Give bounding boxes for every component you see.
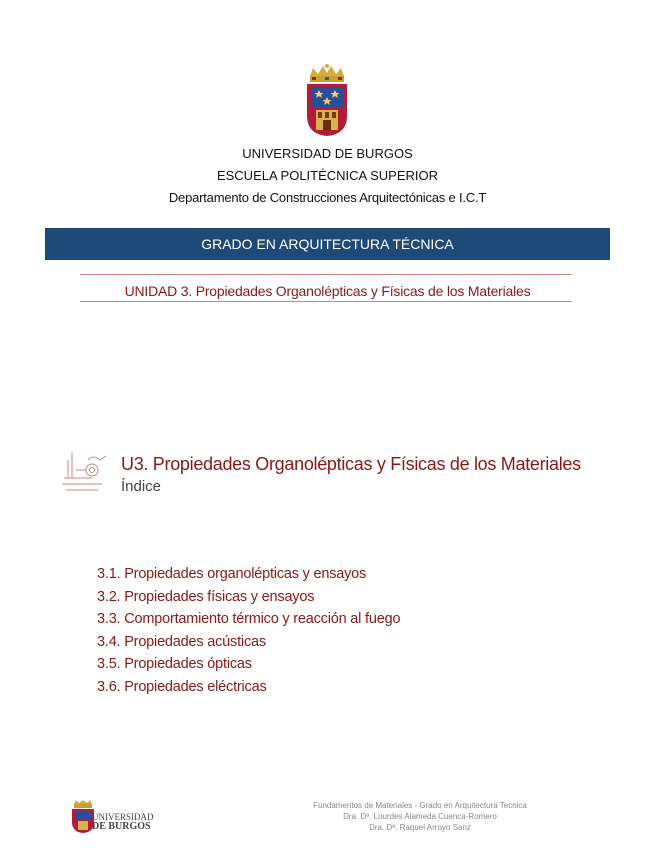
divider bbox=[80, 274, 572, 275]
toc-item: 3.5. Propiedades ópticas bbox=[97, 656, 252, 673]
unit-title: UNIDAD 3. Propiedades Organolépticas y Físicas de los Materiales bbox=[124, 283, 531, 299]
university-logo-text bbox=[92, 812, 154, 832]
materials-lab-icon bbox=[62, 452, 108, 496]
toc-item: 3.2. Propiedades físicas y ensayos bbox=[97, 588, 315, 605]
toc-item: 3.4. Propiedades acústicas bbox=[97, 633, 266, 650]
toc-item: 3.6. Propiedades eléctricas bbox=[97, 678, 267, 695]
footer-author-2: Dra. Dª. Raquel Arroyo Sanz bbox=[369, 823, 471, 832]
university-crest-icon bbox=[304, 64, 350, 138]
school-name: ESCUELA POLITÉCNICA SUPERIOR bbox=[216, 168, 439, 183]
footer-credits bbox=[270, 800, 570, 833]
toc-item: 3.3. Comportamiento térmico y reacción al fuego bbox=[97, 611, 401, 628]
department-name: Departamento de Construcciones Arquitectónicas e I.C.T bbox=[168, 190, 487, 205]
university-name: UNIVERSIDAD DE BURGOS bbox=[242, 146, 413, 161]
table-of-contents bbox=[97, 563, 400, 699]
section-subtitle: Índice bbox=[121, 478, 162, 495]
section-title: U3. Propiedades Organolépticas y Físicas de los Materiales bbox=[121, 454, 581, 474]
logo-line-1: UNIVERSIDAD bbox=[92, 812, 154, 822]
footer-author-1: Dra. Dª. Lourdes Alameda Cuenca-Romero bbox=[343, 812, 497, 821]
toc-item: 3.1. Propiedades organolépticas y ensayos bbox=[97, 566, 367, 582]
divider bbox=[80, 301, 572, 302]
footer-course: Fundamentos de Materiales - Grado en Arquitectura Tecnica bbox=[313, 801, 527, 810]
degree-banner: GRADO EN ARQUITECTURA TÉCNICA bbox=[45, 228, 610, 260]
logo-line-2: DE BURGOS bbox=[92, 821, 151, 832]
